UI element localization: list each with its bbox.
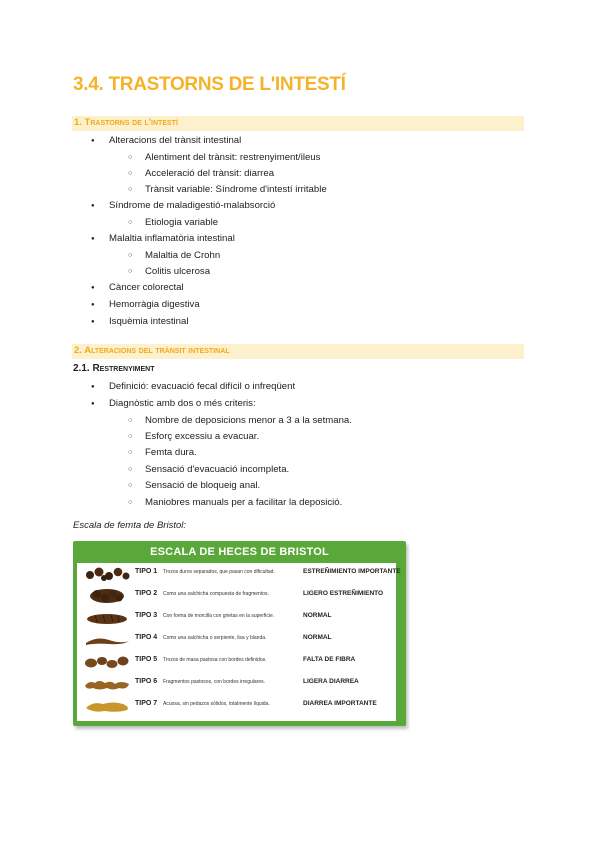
tipo-classification: ESTREÑIMIENTO IMPORTANTE xyxy=(303,568,401,575)
tipo-label: TIPO 1 xyxy=(135,568,158,575)
list-subitem: ○ Nombre de deposicions menor a 3 a la setmana. xyxy=(145,415,352,427)
subsection-heading: 2.1. Restrenyiment xyxy=(73,363,155,374)
stool-type-6-icon xyxy=(83,675,131,693)
list-subitem: ○ Sensació de bloqueig anal. xyxy=(145,480,260,492)
tipo-classification: LIGERO ESTREÑIMIENTO xyxy=(303,590,384,597)
figure-caption: Escala de femta de Bristol: xyxy=(73,520,186,531)
tipo-label: TIPO 7 xyxy=(135,700,158,707)
tipo-classification: NORMAL xyxy=(303,634,332,641)
tipo-label: TIPO 4 xyxy=(135,634,158,641)
list-subitem: ○ Esforç excessiu a evacuar. xyxy=(145,431,259,443)
list-item: ● Hemorràgia digestiva xyxy=(109,299,200,311)
bristol-row xyxy=(77,563,401,585)
list-item: ● Malaltia inflamatòria intestinal xyxy=(109,233,235,245)
list-subitem: ○ Maniobres manuals per a facilitar la deposició. xyxy=(145,497,342,509)
section-heading-1 xyxy=(72,116,524,131)
tipo-description: Como una salchicha compuesta de fragmentos. xyxy=(163,591,269,597)
tipo-description: Fragmentos pastosos, con bordes irregulares. xyxy=(163,679,265,685)
list-subitem: ○ Malaltia de Crohn xyxy=(145,250,220,262)
section-heading-2-text: 2. Alteracions del trànsit intestinal xyxy=(74,345,230,356)
list-subitem: ○ Etiologia variable xyxy=(145,217,218,229)
list-subitem: ○ Acceleració del trànsit: diarrea xyxy=(145,168,274,180)
tipo-description: Acuosa, sin pedazos sólidos, totalmente líquida. xyxy=(163,701,270,707)
tipo-label: TIPO 5 xyxy=(135,656,158,663)
tipo-classification: FALTA DE FIBRA xyxy=(303,656,356,663)
tipo-description: Trozos de masa pastosa con bordes definidos. xyxy=(163,657,267,663)
bristol-row xyxy=(77,629,396,651)
list-item: ● Definició: evacuació fecal difícil o infreqüent xyxy=(109,381,295,393)
tipo-description: Trozos duros separados, que pasan con dificultad. xyxy=(163,569,275,575)
tipo-label: TIPO 2 xyxy=(135,590,158,597)
stool-type-5-icon xyxy=(83,653,131,671)
tipo-classification: NORMAL xyxy=(303,612,332,619)
bristol-scale-figure xyxy=(73,541,406,726)
bristol-row xyxy=(77,585,396,607)
stool-type-2-icon xyxy=(83,587,131,605)
tipo-classification: DIARREA IMPORTANTE xyxy=(303,700,377,707)
list-subitem: ○ Trànsit variable: Síndrome d'intestí irritable xyxy=(145,184,327,196)
bristol-table xyxy=(77,563,401,721)
list-item: ● Síndrome de maladigestió-malabsorció xyxy=(109,200,275,212)
list-item: ● Isquèmia intestinal xyxy=(109,316,188,328)
stool-type-1-icon xyxy=(83,565,131,583)
stool-type-4-icon xyxy=(83,631,131,649)
list-item: ● Diagnòstic amb dos o més criteris: xyxy=(109,398,256,410)
page-title: 3.4. TRASTORNS DE L'INTESTÍ xyxy=(73,74,346,95)
list-item: ● Càncer colorectal xyxy=(109,282,184,294)
bristol-row xyxy=(77,651,396,673)
bristol-title: ESCALA DE HECES DE BRISTOL xyxy=(150,546,329,558)
tipo-label: TIPO 6 xyxy=(135,678,158,685)
list-item: ● Alteracions del trànsit intestinal xyxy=(109,135,241,147)
tipo-label: TIPO 3 xyxy=(135,612,158,619)
bristol-row xyxy=(77,673,396,695)
list-subitem: ○ Alentiment del trànsit: restrenyiment/ileus xyxy=(145,152,320,164)
tipo-classification: LIGERA DIARREA xyxy=(303,678,359,685)
bristol-row xyxy=(77,607,396,629)
tipo-description: Como una salchicha o serpiente, lisa y blanda. xyxy=(163,635,267,641)
stool-type-3-icon xyxy=(83,609,131,627)
list-subitem: ○ Femta dura. xyxy=(145,447,197,459)
stool-type-7-icon xyxy=(83,697,131,715)
list-subitem: ○ Colitis ulcerosa xyxy=(145,266,210,278)
bristol-row xyxy=(77,695,396,717)
tipo-description: Con forma de morcilla con grietas en la superficie. xyxy=(163,613,275,619)
section-heading-1-text: 1. Trastorns de l'intestí xyxy=(74,117,178,128)
list-subitem: ○ Sensació d'evacuació incompleta. xyxy=(145,464,289,476)
section-heading-2 xyxy=(72,344,524,359)
